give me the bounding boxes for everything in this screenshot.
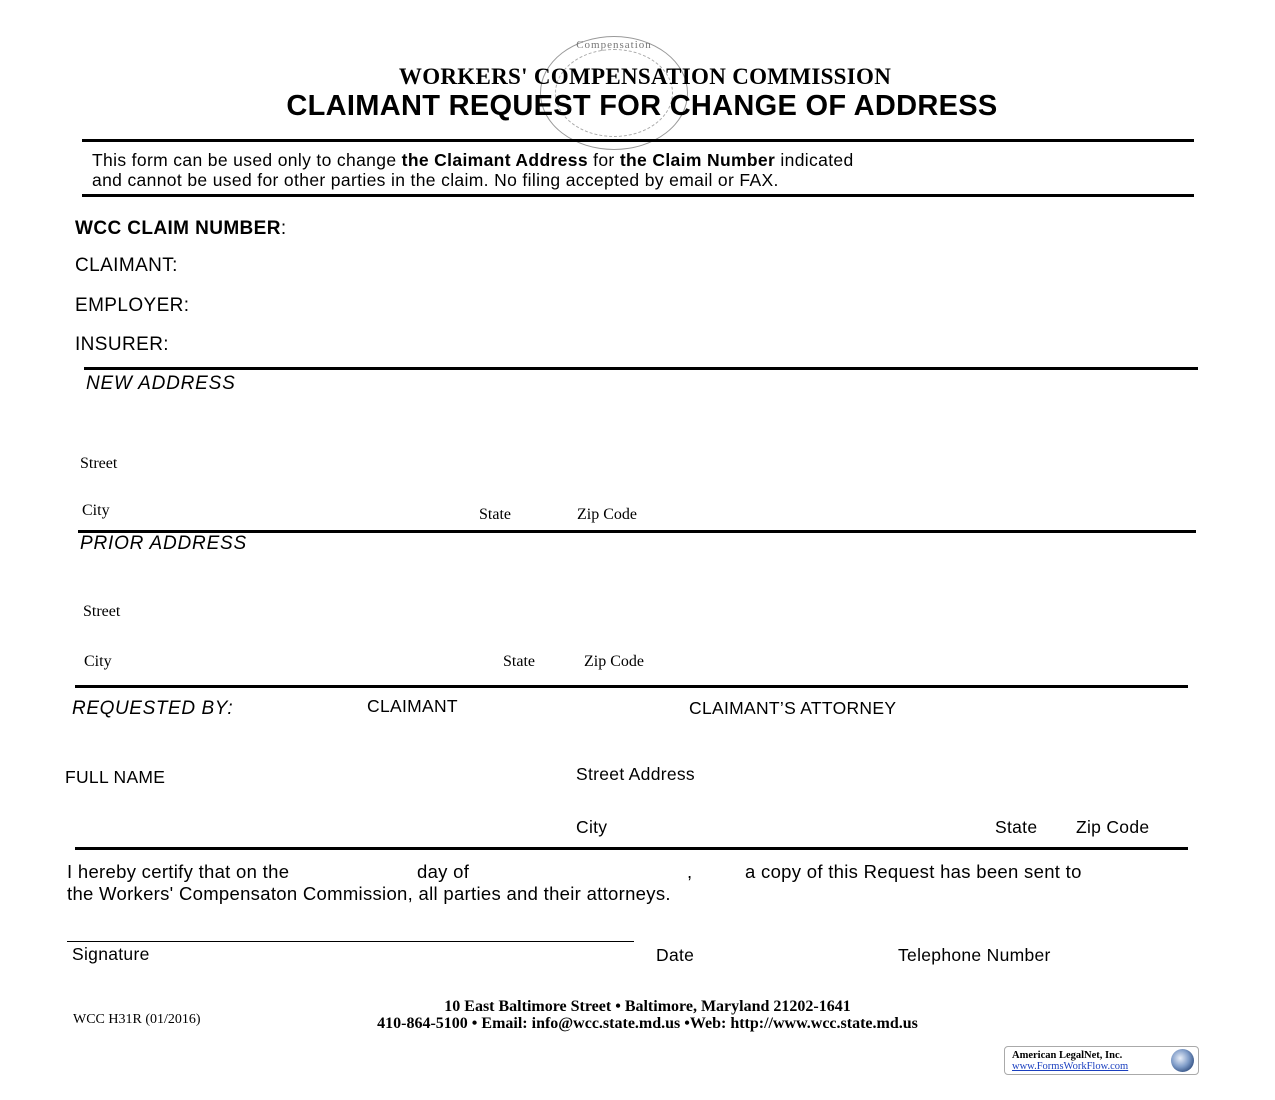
prior-address-heading: PRIOR ADDRESS bbox=[80, 533, 248, 554]
notice-bold-claim-number: the Claim Number bbox=[619, 150, 776, 170]
signature-line[interactable] bbox=[67, 941, 634, 942]
requested-by-claimant-option[interactable]: CLAIMANT bbox=[367, 696, 458, 716]
requested-by-heading: REQUESTED BY: bbox=[72, 698, 234, 719]
divider bbox=[82, 194, 1194, 197]
insurer-label: INSURER: bbox=[75, 334, 169, 355]
claim-number-label-text: WCC CLAIM NUMBER bbox=[75, 218, 281, 239]
new-state-label: State bbox=[479, 506, 511, 523]
seal-text: Compensation bbox=[576, 39, 652, 51]
notice-text: indicated bbox=[775, 150, 854, 170]
agency-name: WORKERS' COMPENSATION COMMISSION bbox=[398, 64, 892, 89]
divider bbox=[75, 685, 1188, 688]
certify-line-2: the Workers' Compensaton Commission, all parties and their attorneys. bbox=[67, 883, 671, 904]
badge-company: American LegalNet, Inc. bbox=[1012, 1050, 1123, 1061]
employer-label: EMPLOYER: bbox=[75, 295, 190, 316]
new-street-label: Street bbox=[80, 455, 118, 472]
form-title: CLAIMANT REQUEST FOR CHANGE OF ADDRESS bbox=[286, 90, 998, 122]
divider bbox=[82, 139, 1194, 142]
notice-line-2: and cannot be used for other parties in the claim. No filing accepted by email or FAX. bbox=[92, 170, 779, 190]
divider bbox=[75, 847, 1188, 850]
date-label: Date bbox=[656, 945, 695, 965]
requester-zip-label: Zip Code bbox=[1076, 817, 1150, 837]
prior-zip-label: Zip Code bbox=[584, 653, 644, 670]
claim-number-label bbox=[75, 218, 287, 240]
american-legalnet-badge[interactable] bbox=[1004, 1046, 1199, 1075]
certify-part-1: I hereby certify that on the bbox=[67, 861, 290, 882]
notice-text: This form can be used only to change bbox=[92, 150, 402, 170]
requested-by-attorney-option[interactable]: CLAIMANT’S ATTORNEY bbox=[689, 698, 897, 718]
claimant-label: CLAIMANT: bbox=[75, 255, 178, 276]
prior-city-label: City bbox=[84, 653, 112, 670]
notice-text: for bbox=[587, 150, 620, 170]
prior-state-label: State bbox=[503, 653, 535, 670]
badge-link[interactable]: www.FormsWorkFlow.com bbox=[1012, 1061, 1129, 1072]
certify-part-3: , bbox=[687, 861, 693, 882]
requester-state-label: State bbox=[995, 817, 1038, 837]
certify-part-2: day of bbox=[417, 861, 470, 882]
certify-part-4: a copy of this Request has been sent to bbox=[745, 861, 1082, 882]
notice-line-1 bbox=[92, 150, 854, 171]
new-zip-label: Zip Code bbox=[577, 506, 637, 523]
form-code: WCC H31R (01/2016) bbox=[73, 1012, 201, 1027]
claim-number-colon: : bbox=[280, 218, 287, 239]
globe-logo-icon bbox=[1171, 1049, 1194, 1072]
footer-contact: 410-864-5100 • Email: info@wcc.state.md.us •Web: http://www.wcc.state.md.us bbox=[377, 1015, 918, 1032]
footer-address: 10 East Baltimore Street • Baltimore, Maryland 21202-1641 bbox=[444, 998, 851, 1015]
divider bbox=[84, 367, 1198, 370]
new-address-heading: NEW ADDRESS bbox=[86, 373, 236, 394]
requester-city-label: City bbox=[576, 817, 608, 837]
telephone-label: Telephone Number bbox=[898, 945, 1051, 965]
new-city-label: City bbox=[82, 502, 110, 519]
full-name-label: FULL NAME bbox=[65, 767, 166, 787]
notice-bold-claimant-address: the Claimant Address bbox=[401, 150, 588, 170]
prior-street-label: Street bbox=[83, 603, 121, 620]
signature-label: Signature bbox=[72, 944, 150, 964]
street-address-label: Street Address bbox=[576, 764, 695, 784]
